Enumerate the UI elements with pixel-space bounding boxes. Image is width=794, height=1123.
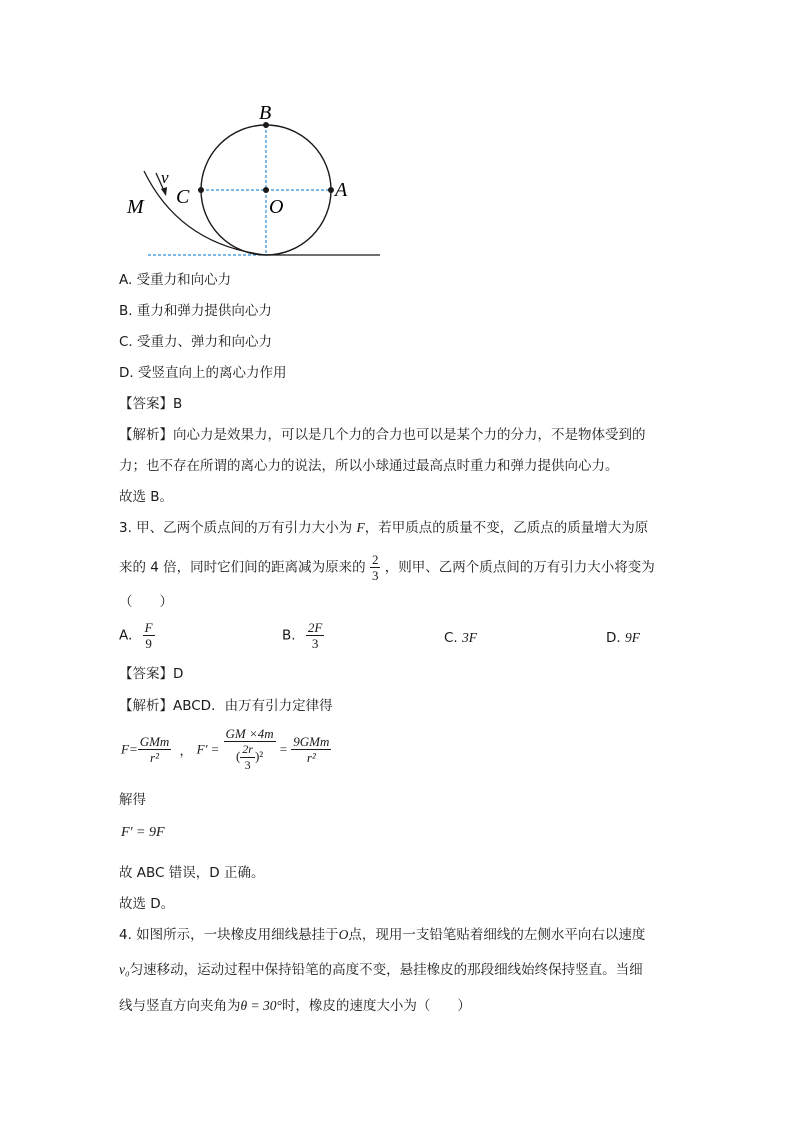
q4-stem-text: 4. 如图所示，一块橡皮用细线悬挂于 <box>119 927 339 943</box>
q3-stem-line-1 <box>119 518 648 538</box>
q4-stem-line-1 <box>119 925 645 945</box>
eq-comma: ， <box>179 744 193 759</box>
fraction-2-3: $\frac{2}{3}$ <box>371 552 379 583</box>
q3-analysis <box>119 696 333 716</box>
option-label: B. <box>282 627 296 644</box>
q2-option-a: A. 受重力和向心力 <box>119 272 232 288</box>
answer-tag: 【答案】 <box>119 396 173 412</box>
q2-conclusion: 故选 B。 <box>119 489 174 505</box>
q3-stem-text: ，若甲质点的质量不变，乙质点的质量增大为原 <box>364 520 649 536</box>
answer-value: D <box>173 666 184 682</box>
q3-stem-line-2 <box>119 552 655 583</box>
eq1-fraction: $\frac{\text{GMm}}{\text{r²}}$ <box>139 734 170 765</box>
q4-stem-text: 线与竖直方向夹角为 <box>119 998 241 1014</box>
point-O <box>263 187 269 193</box>
q2-option-b: B. 重力和弹力提供向心力 <box>119 303 272 319</box>
symbol-O: O <box>338 927 349 942</box>
q4-stem-line-2 <box>119 960 643 980</box>
q2-answer <box>119 394 182 414</box>
option-label: D. <box>606 630 621 646</box>
q2-option-d: D. 受竖直向上的离心力作用 <box>119 365 287 381</box>
symbol-theta: θ = 30° <box>240 998 282 1013</box>
q3-solve: 解得 <box>119 792 146 808</box>
q3-equation <box>121 726 331 773</box>
q2-analysis-line-1 <box>119 425 646 445</box>
q3-option-a <box>119 620 155 651</box>
q3-wrong: 故 ABC 错误，D 正确。 <box>119 865 265 881</box>
symbol-F: F <box>356 520 365 535</box>
fraction-F-9: $\frac{F}{9}$ <box>144 620 153 651</box>
q3-option-c <box>444 628 477 648</box>
velocity-arrowhead <box>161 187 167 196</box>
q4-stem-line-3 <box>119 996 471 1016</box>
q4-stem-text: 匀速移动，运动过程中保持铅笔的高度不变，悬挂橡皮的那段细线始终保持竖直。当细 <box>129 962 643 978</box>
label-M: M <box>127 196 144 218</box>
q3-option-d <box>606 628 640 648</box>
answer-value: B <box>173 396 183 412</box>
q3-result: F' = 9F <box>121 825 165 840</box>
fraction-2F-3: $\frac{2F}{3}$ <box>307 620 323 651</box>
label-O: O <box>269 196 284 218</box>
option-value: 9F <box>624 630 640 645</box>
eq1-lhs: F= <box>121 741 138 757</box>
q3-answer <box>119 664 183 684</box>
q2-analysis-line-2: 力；也不存在所谓的离心力的说法，所以小球通过最高点时重力和弹力提供向心力。 <box>119 458 619 474</box>
label-B: B <box>259 102 272 124</box>
analysis-text: 向心力是效果力，可以是几个力的合力也可以是某个力的分力，不是物体受到的 <box>173 427 646 443</box>
analysis-tag: 【解析】 <box>119 698 173 714</box>
eq2-fraction: GM ×4m ( $\frac{2r}{3}$ )² <box>225 726 274 772</box>
q3-paren: （ ） <box>119 594 173 610</box>
q3-conclusion: 故选 D。 <box>119 896 175 912</box>
label-A: A <box>335 179 348 201</box>
q3-stem-text: ，则甲、乙两个质点间的万有引力大小将变为 <box>384 559 655 576</box>
option-label: A. <box>119 627 133 644</box>
q2-option-c: C. 受重力、弹力和向心力 <box>119 334 273 350</box>
q3-stem-text: 3. 甲、乙两个质点间的万有引力大小为 <box>119 520 353 536</box>
eq2-result-fraction: $\frac{\text{9GMm}}{\text{r²}}$ <box>293 734 330 765</box>
symbol-v0: v₀ <box>119 962 130 977</box>
analysis-tag: 【解析】 <box>119 427 173 443</box>
q3-stem-text: 来的 4 倍，同时它们间的距离减为原来的 <box>119 559 366 576</box>
circular-track-figure <box>120 95 400 265</box>
point-C <box>198 187 204 193</box>
eq2-lhs: F' = <box>196 741 220 757</box>
label-v: v <box>161 168 169 187</box>
eq2-equals: = <box>279 741 288 757</box>
point-A <box>328 187 334 193</box>
q4-stem-text: 点，现用一支铅笔贴着细线的左侧水平向右以速度 <box>348 927 646 943</box>
q4-stem-text: 时，橡皮的速度大小为（ ） <box>281 998 471 1014</box>
option-label: C. <box>444 630 458 646</box>
analysis-text: ABCD．由万有引力定律得 <box>173 698 333 714</box>
option-value: 3F <box>462 630 478 645</box>
label-C: C <box>176 186 190 208</box>
answer-tag: 【答案】 <box>119 666 173 682</box>
q3-option-b <box>282 620 324 651</box>
